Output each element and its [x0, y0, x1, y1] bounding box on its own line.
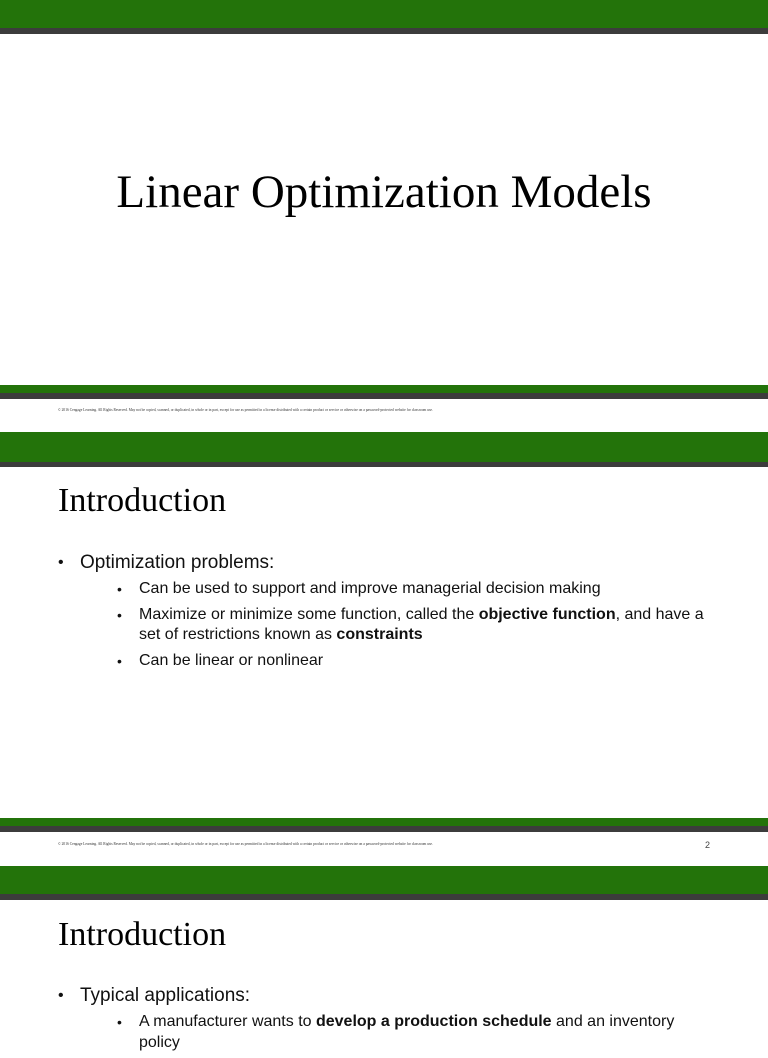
- bold-term: objective function: [478, 605, 616, 623]
- sub-bullet-text: A manufacturer wants to: [139, 1013, 316, 1030]
- slide-2: [0, 432, 768, 866]
- bullet-text: Typical applications:: [80, 985, 251, 1006]
- sub-bullet-list: [80, 579, 718, 671]
- top-green-bar: [0, 432, 768, 462]
- sub-bullet-text: Maximize or minimize some function, called the: [139, 605, 479, 623]
- sub-bullet-text: Can be linear or nonlinear: [139, 651, 324, 669]
- footer-green-bar: [0, 385, 768, 393]
- page-number: 2: [704, 840, 710, 850]
- slide-heading: Introduction: [58, 482, 227, 519]
- top-green-bar: [0, 866, 768, 894]
- slide-title: Linear Optimization Models: [116, 166, 652, 218]
- top-gray-bar: [0, 462, 768, 467]
- slide-heading: Introduction: [58, 916, 227, 953]
- bold-term: develop a production schedule: [315, 1013, 552, 1030]
- footer-green-bar: [0, 818, 768, 826]
- sub-bullet-item: [117, 1012, 718, 1053]
- slide-3: [0, 866, 768, 1051]
- top-green-bar: [0, 0, 768, 28]
- bold-term: constraints: [336, 626, 423, 643]
- copyright-notice: © 2016 Cengage Learning. All Rights Reserved. May not be copied, scanned, or duplicated, in whole or in part, except for use as permitted in a license distributed with a certain product or service or otherwise on a password-protected website for classroom use.: [58, 842, 433, 846]
- bullet-list: [58, 551, 718, 676]
- sub-bullet-text: , and have a set of restrictions known as: [139, 605, 704, 643]
- slide-1: [0, 0, 768, 432]
- footer-gray-bar: [0, 393, 768, 399]
- sub-bullet-text: and an inventory policy: [139, 1013, 675, 1051]
- footer-gray-bar: [0, 826, 768, 832]
- sub-bullet-item: [117, 605, 718, 646]
- bullet-text: Optimization problems:: [80, 552, 275, 573]
- bullet-item: [58, 984, 718, 1053]
- copyright-notice: © 2016 Cengage Learning. All Rights Reserved. May not be copied, scanned, or duplicated, in whole or in part, except for use as permitted in a license distributed with a certain product or service or otherwise on a password-protected website for classroom use.: [58, 408, 433, 412]
- sub-bullet-item: [117, 579, 718, 600]
- sub-bullet-list: [80, 1012, 718, 1053]
- sub-bullet-text: Can be used to support and improve managerial decision making: [139, 580, 601, 597]
- top-gray-bar: [0, 894, 768, 900]
- sub-bullet-item: [117, 651, 718, 672]
- bullet-item: [58, 551, 718, 671]
- top-gray-bar: [0, 28, 768, 34]
- bullet-list: [58, 984, 718, 1058]
